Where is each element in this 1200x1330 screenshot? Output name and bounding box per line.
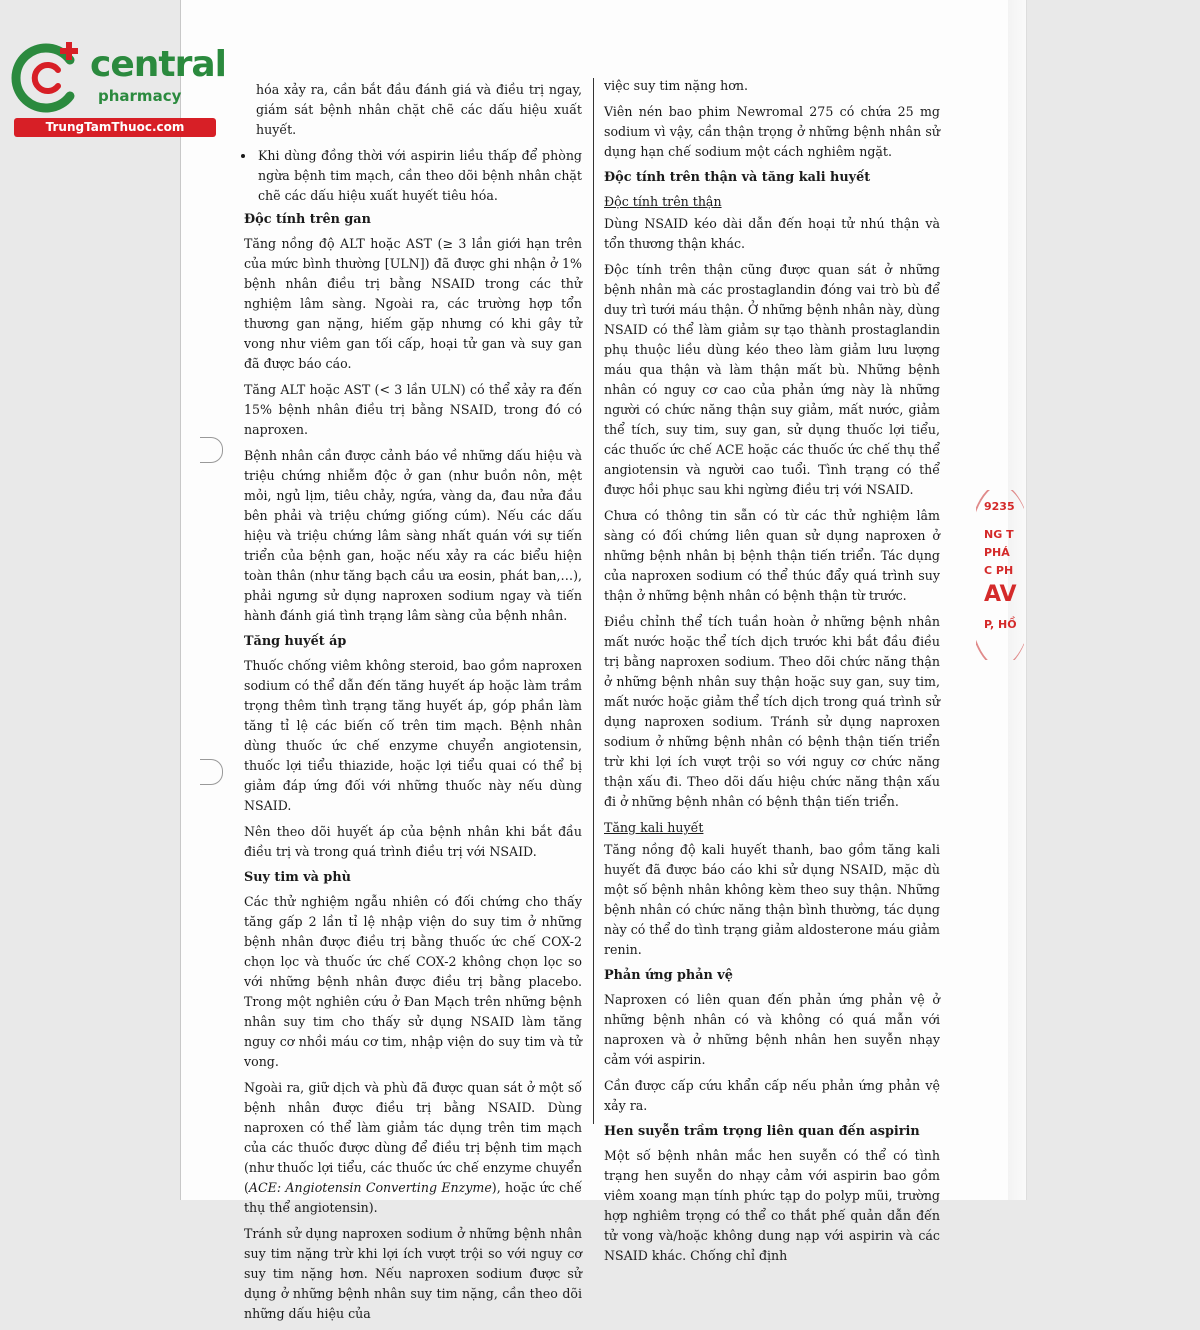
subheading-kidney: Độc tính trên thận [604,194,722,209]
logo-website: TrungTamThuoc.com [14,118,216,137]
paragraph: Các thử nghiệm ngẫu nhiên có đối chứng cho thấy tăng gấp 2 lần tỉ lệ nhập viện do suy tim ở những bệnh nhân được điều trị bằng thuốc ức chế COX-2 chọn lọc và thuốc ức chế COX-2 không chọn lọc so với những bệnh nhân được điều trị bằng placebo. Trong một nghiên cứu ở Đan Mạch trên những bệnh nhân suy tim cho thấy sử dụng NSAID làm tăng nguy cơ nhồi máu cơ tim, nhập viện do suy tim và tử vong. [244,894,582,1069]
stamp-text: C PH [984,564,1014,577]
text-run: ), hoặc ức chế thụ thể angiotensin). [244,1180,582,1215]
paragraph: Tránh sử dụng naproxen sodium ở những bệnh nhân suy tim nặng trừ khi lợi ích vượt trội so với nguy cơ suy tim nặng hơn. Nếu naproxen sodium được sử dụng ở những bệnh nhân suy tim nặng, cần theo dõi những dấu hiệu của [244,1226,582,1321]
column-divider [593,78,594,1124]
paragraph: Cần được cấp cứu khẩn cấp nếu phản ứng phản vệ xảy ra. [604,1078,940,1113]
bullet-item: • Khi dùng đồng thời với aspirin liều thấp để phòng ngừa bệnh tim mạch, cần theo dõi bệnh nhân chặt chẽ các dấu hiệu xuất huyết tiêu hóa. [256,146,582,206]
heading-heart-failure: Suy tim và phù [244,870,351,885]
heading-anaphylaxis: Phản ứng phản vệ [604,968,733,983]
subheading-hyperkalemia: Tăng kali huyết [604,820,704,835]
paragraph: Nên theo dõi huyết áp của bệnh nhân khi bắt đầu điều trị và trong quá trình điều trị với NSAID. [244,824,582,859]
emphasis-text: ACE: Angiotensin Converting Enzyme [248,1180,492,1195]
paragraph: Thuốc chống viêm không steroid, bao gồm naproxen sodium có thể dẫn đến tăng huyết áp hoặc làm trầm trọng thêm tình trạng tăng huyết áp, góp phần làm tăng tỉ lệ các biến cố trên tim mạch. Bệnh nhân dùng thuốc ức chế enzyme chuyển angiotensin, thuốc lợi tiểu thiazide, hoặc lợi tiểu quai có thể bị giảm đáp ứng đối với những thuốc này nếu dùng NSAID. [244,658,582,813]
paragraph: Một số bệnh nhân mắc hen suyễn có thể có tình trạng hen suyễn do nhạy cảm với aspirin bao gồm viêm xoang mạn tính phức tạp do polyp mũi, trường hợp nghiêm trọng có thể co thắt phế quản dẫn đến tử vong và/hoặc không dung nạp với aspirin và các NSAID khác. Chống chỉ định [604,1148,940,1263]
punch-hole-top [200,437,223,463]
stamp-text: P, HỒ [984,618,1017,631]
left-column [244,80,582,1330]
paragraph: Viên nén bao phim Newromal 275 có chứa 25 mg sodium vì vậy, cần thận trọng ở những bệnh nhân sử dụng hạn chế sodium một cách nghiêm ngặt. [604,104,940,159]
paragraph: việc suy tim nặng hơn. [604,78,748,93]
heading-kidney-toxicity: Độc tính trên thận và tăng kali huyết [604,170,871,185]
heading-hypertension: Tăng huyết áp [244,634,347,649]
paragraph: Naproxen có liên quan đến phản ứng phản vệ ở những bệnh nhân có và không có quá mẫn với naproxen và ở những bệnh nhân hen suyễn nhạy cảm với aspirin. [604,992,940,1067]
intro-paragraph: hóa xảy ra, cần bắt đầu đánh giá và điều trị ngay, giám sát bệnh nhân chặt chẽ các dấu hiệu xuất huyết. [256,82,582,137]
paragraph: Dùng NSAID kéo dài dẫn đến hoại tử nhú thận và tổn thương thận khác. [604,216,940,251]
paragraph: Tăng ALT hoặc AST (< 3 lần ULN) có thể xảy ra đến 15% bệnh nhân điều trị bằng NSAID, trong đó có naproxen. [244,382,582,437]
stamp-text: PHÁ [984,546,1010,559]
logo-brand: central [90,44,226,85]
central-pharmacy-logo-icon [8,38,90,118]
stamp-text: NG T [984,528,1014,541]
paragraph [244,1078,582,1218]
pharmacy-logo [8,38,226,138]
heading-liver-toxicity: Độc tính trên gan [244,212,371,227]
punch-hole-bottom [200,759,223,785]
right-column [604,76,940,1272]
logo-subtitle: pharmacy [98,87,182,105]
stamp-text: AV [984,582,1017,607]
text-run: Ngoài ra, giữ dịch và phù đã được quan sát ở một số bệnh nhân được điều trị bằng NSAID. Dùng naproxen có thể làm giảm tác dụng trên tim mạch của các thuốc được dùng để điều trị bệnh tim mạch (như thuốc lợi tiểu, các thuốc ức chế enzyme chuyển ( [244,1080,582,1195]
red-stamp [976,490,1024,660]
bullet-list [244,146,582,206]
paragraph: Chưa có thông tin sẵn có từ các thử nghiệm lâm sàng có đối chứng liên quan sử dụng naproxen ở những bệnh nhân bị bệnh thận tiến triển. Tác dụng của naproxen sodium có thể thúc đẩy quá trình suy thận ở những bệnh nhân có bệnh thận từ trước. [604,508,940,603]
heading-aspirin-asthma: Hen suyễn trầm trọng liên quan đến aspirin [604,1124,920,1139]
paragraph: Độc tính trên thận cũng được quan sát ở những bệnh nhân mà các prostaglandin đóng vai trò bù để duy trì tưới máu thận. Ở những bệnh nhân này, dùng NSAID có thể làm giảm sự tạo thành prostaglandin phụ thuộc liều dùng kéo theo làm giảm lưu lượng máu qua thận và làm thận mất bù. Những bệnh nhân có nguy cơ cao của phản ứng này là những người có chức năng thận suy giảm, mất nước, giảm thể tích, suy tim, suy gan, sử dụng thuốc lợi tiểu, các thuốc ức chế ACE hoặc các thuốc ức chế thụ thể angiotensin và người cao tuổi. Tình trạng có thể được hồi phục sau khi ngừng điều trị với NSAID. [604,262,940,497]
stamp-text: 9235 [984,500,1015,513]
paragraph: Điều chỉnh thể tích tuần hoàn ở những bệnh nhân mất nước hoặc thể tích dịch trước khi bắt đầu điều trị bằng naproxen sodium. Theo dõi chức năng thận ở những bệnh nhân suy thận hoặc suy gan, suy tim, mất nước hoặc giảm thể tích dịch trong quá trình sử dụng naproxen sodium. Tránh sử dụng naproxen sodium ở những bệnh nhân có bệnh thận tiến triển trừ khi lợi ích vượt trội so với nguy cơ chức năng thận xấu đi. Theo dõi dấu hiệu chức năng thận xấu đi ở những bệnh nhân có bệnh thận tiến triển. [604,614,940,809]
paragraph: Tăng nồng độ ALT hoặc AST (≥ 3 lần giới hạn trên của mức bình thường [ULN]) đã được ghi nhận ở 1% bệnh nhân điều trị bằng NSAID trong các thử nghiệm lâm sàng. Ngoài ra, các trường hợp tổn thương gan nặng, hiếm gặp nhưng có khi gây tử vong như viêm gan tối cấp, hoại tử gan và suy gan đã được báo cáo. [244,236,582,371]
paragraph: Tăng nồng độ kali huyết thanh, bao gồm tăng kali huyết đã được báo cáo khi sử dụng NSAID, mặc dù một số bệnh nhân không kèm theo suy thận. Những bệnh nhân có chức năng thận bình thường, tác dụng này có thể do tình trạng giảm aldosterone máu giảm renin. [604,842,940,957]
paragraph: Bệnh nhân cần được cảnh báo về những dấu hiệu và triệu chứng nhiễm độc ở gan (như buồn nôn, mệt mỏi, ngủ lịm, tiêu chảy, ngứa, vàng da, đau nửa đầu bên phải và triệu chứng giống cúm). Nếu các dấu hiệu và triệu chứng lâm sàng nhất quán với sự tiến triển của bệnh gan, hoặc nếu xảy ra các biểu hiện toàn thân (như tăng bạch cầu ưa eosin, phát ban,…), phải ngưng sử dụng naproxen sodium ngay và tiến hành đánh giá tình trạng lâm sàng của bệnh nhân. [244,448,582,623]
